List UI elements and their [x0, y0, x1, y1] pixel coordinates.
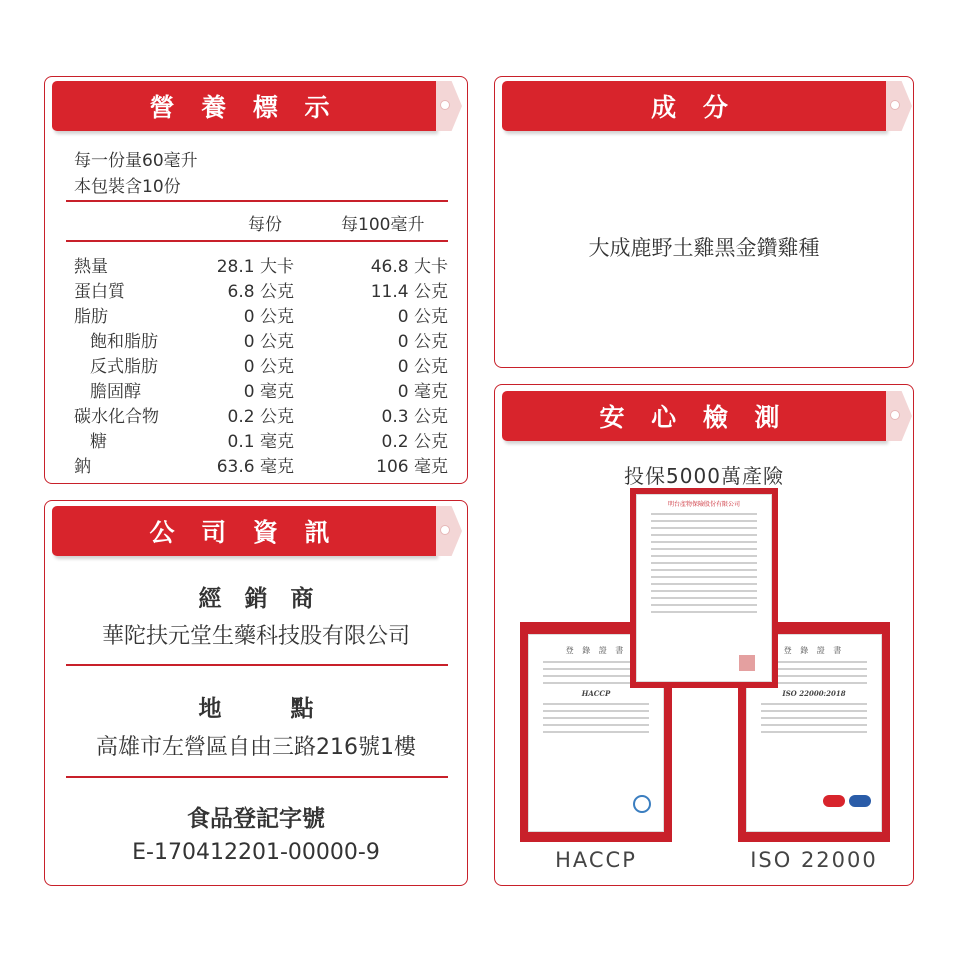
- column-header-per-serving: 每份: [248, 215, 282, 235]
- iaf-logo-icon: [849, 795, 871, 807]
- nutrient-name: 鈉: [74, 457, 91, 477]
- nutrient-name: 熱量: [74, 257, 108, 277]
- address-value: 高雄市左營區自由三路216號1樓: [96, 735, 416, 760]
- value-per-serving: 28.1 大卡: [216, 257, 294, 277]
- nutrient-name: 糖: [90, 432, 107, 452]
- safety-tag: [502, 391, 886, 441]
- nutrition-tag-label: 營 養 標 示: [149, 93, 339, 122]
- registration-number: E-170412201-00000-9: [132, 840, 380, 865]
- certificate-title: 登 錄 證 書: [565, 646, 627, 655]
- value-per-serving: 0.1 毫克: [227, 432, 294, 452]
- nutrition-tag: [52, 81, 436, 131]
- insurance-text: 投保5000萬產險: [624, 464, 784, 488]
- nutrition-row: [74, 302, 448, 326]
- value-per-100ml: 0 毫克: [397, 382, 448, 402]
- nutrition-row: [74, 252, 448, 276]
- report-body: [637, 513, 771, 613]
- tag-hole: [440, 100, 450, 110]
- distributor-label: 經 銷 商: [198, 586, 314, 612]
- nutrition-row: [74, 452, 448, 476]
- ingredients-tag-label: 成 分: [651, 93, 737, 122]
- report-header: 明台產物保險股份有限公司: [667, 501, 740, 508]
- nutrition-row: [74, 377, 448, 401]
- company-tag-label: 公 司 資 訊: [149, 518, 339, 547]
- iso-label: ISO 22000: [750, 848, 878, 872]
- nutrition-row: [74, 352, 448, 376]
- tag-hole: [890, 100, 900, 110]
- divider: [66, 664, 448, 666]
- nutrient-name: 飽和脂肪: [90, 332, 158, 352]
- ingredients-tag: [502, 81, 886, 131]
- nutrient-name: 脂肪: [74, 307, 108, 327]
- value-per-100ml: 46.8 大卡: [370, 257, 448, 277]
- safety-tag-label: 安 心 檢 測: [599, 403, 789, 432]
- value-per-serving: 0 毫克: [243, 382, 294, 402]
- value-per-100ml: 106 毫克: [376, 457, 448, 477]
- value-per-100ml: 0 公克: [397, 357, 448, 377]
- certificate-seal-icon: [633, 795, 651, 813]
- divider: [66, 776, 448, 778]
- value-per-100ml: 0 公克: [397, 332, 448, 352]
- nutrition-row: [74, 402, 448, 426]
- nutrient-name: 蛋白質: [74, 282, 125, 302]
- value-per-serving: 63.6 毫克: [216, 457, 294, 477]
- taf-logo-icon: [823, 795, 845, 807]
- certificate-standard: ISO 22000:2018: [782, 689, 846, 698]
- company-tag: [52, 506, 436, 556]
- nutrient-name: 反式脂肪: [90, 357, 158, 377]
- value-per-100ml: 0 公克: [397, 307, 448, 327]
- haccp-label: HACCP: [555, 848, 637, 872]
- certificate-body: [529, 703, 663, 733]
- tag-hole: [440, 525, 450, 535]
- value-per-serving: 0 公克: [243, 332, 294, 352]
- value-per-serving: 0 公克: [243, 357, 294, 377]
- value-per-serving: 0 公克: [243, 307, 294, 327]
- report-stamp-icon: [739, 655, 755, 671]
- column-header-per-100ml: 每100毫升: [341, 215, 425, 235]
- nutrition-row: [74, 327, 448, 351]
- nutrition-row: [74, 427, 448, 451]
- nutrition-row: [74, 277, 448, 301]
- value-per-100ml: 0.3 公克: [381, 407, 448, 427]
- nutrient-name: 碳水化合物: [74, 407, 159, 427]
- value-per-serving: 0.2 公克: [227, 407, 294, 427]
- tag-hole: [890, 410, 900, 420]
- certificate-title: 登 錄 證 書: [783, 646, 845, 655]
- divider: [66, 200, 448, 202]
- divider: [66, 240, 448, 242]
- value-per-100ml: 0.2 公克: [381, 432, 448, 452]
- distributor-name: 華陀扶元堂生藥科技股有限公司: [101, 624, 410, 649]
- servings-per-package: 本包裝含10份: [74, 177, 181, 197]
- address-label: 地 點: [198, 696, 314, 722]
- value-per-serving: 6.8 公克: [227, 282, 294, 302]
- certificate-body: [747, 703, 881, 733]
- registration-label: 食品登記字號: [187, 806, 325, 832]
- ingredients-text: 大成鹿野土雞黑金鑽雞種: [588, 236, 820, 260]
- nutrient-name: 膽固醇: [90, 382, 141, 402]
- value-per-100ml: 11.4 公克: [370, 282, 448, 302]
- insurance-report-image: [636, 494, 772, 682]
- serving-size: 每一份量60毫升: [74, 151, 198, 171]
- certificate-standard: HACCP: [581, 689, 611, 698]
